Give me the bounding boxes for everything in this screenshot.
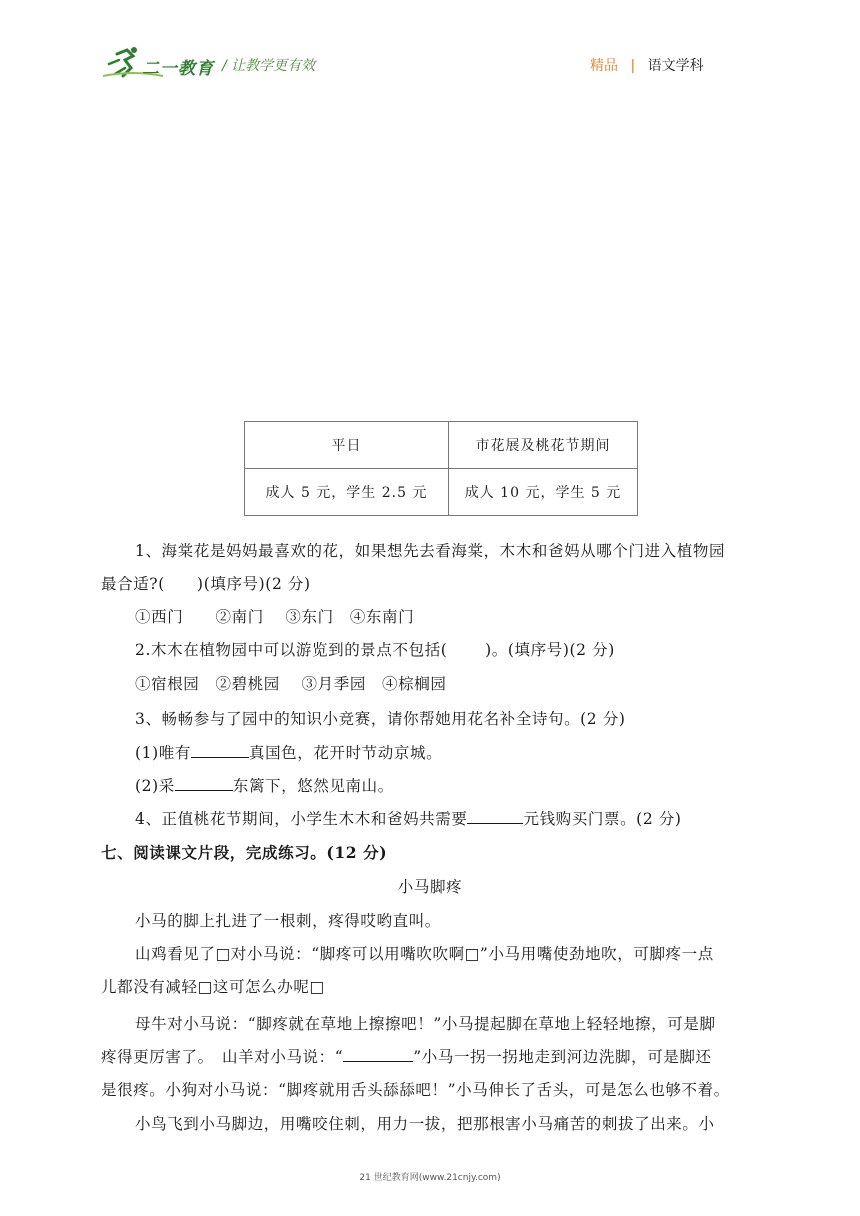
- quality-label: 精品: [590, 58, 618, 74]
- answer-blank[interactable]: [467, 809, 523, 824]
- q4-suffix: 元钱购买门票。(2 分): [523, 810, 682, 828]
- brand-name: 二一教育: [142, 59, 214, 79]
- table-header-row: [245, 422, 638, 469]
- q3b-suffix: 东篱下，悠然见南山。: [232, 777, 394, 795]
- section-7-heading: 七、阅读课文片段，完成练习。(12 分): [101, 843, 388, 862]
- question-4: [135, 807, 682, 829]
- page-header: [0, 0, 860, 90]
- ticket-price-table: [244, 421, 638, 516]
- question-3: 3、畅畅参与了园中的知识小竞赛，请你帮她用花名补全诗句。(2 分): [135, 710, 626, 728]
- q3a-suffix: 真国色，花开时节动京城。: [248, 744, 443, 762]
- p3-suffix: ”小马一拐一拐地走到河边洗脚，可是脚还: [413, 1048, 712, 1066]
- answer-blank[interactable]: [191, 743, 249, 758]
- passage-title: 小马脚疼: [397, 878, 463, 896]
- passage-paragraph-cont: 儿都没有减轻□这可怎么办呢□: [101, 978, 325, 996]
- table-cell: 市花展及桃花节期间: [449, 422, 638, 469]
- header-separator: |: [630, 58, 636, 74]
- question-2: 2.木木在植物园中可以游览到的景点不包括( )。(填序号)(2 分): [135, 641, 615, 659]
- page-footer: 21 世纪教育网(www.21cnjy.com): [359, 1173, 501, 1183]
- passage-paragraph: 小鸟飞到小马脚边，用嘴咬住刺，用力一拔，把那根害小马痛苦的刺拔了出来。小: [135, 1115, 715, 1133]
- q3a-prefix: (1)唯有: [135, 744, 191, 762]
- subject-label: 语文学科: [647, 58, 704, 74]
- question-1-options: ①西门 ②南门 ③东门 ④东南门: [135, 608, 415, 626]
- slogan: / 让教学更有效: [222, 58, 316, 74]
- question-2-options: ①宿根园 ②碧桃园 ③月季园 ④棕榈园: [135, 675, 447, 693]
- passage-paragraph-cont: [101, 1045, 712, 1067]
- answer-blank[interactable]: [343, 1047, 413, 1062]
- answer-blank[interactable]: [175, 776, 233, 791]
- q4-prefix: 4、正值桃花节期间，小学生木木和爸妈共需要: [135, 810, 468, 828]
- question-3-b: [135, 774, 394, 796]
- passage-paragraph: 小马的脚上扎进了一根刺，疼得哎哟直叫。: [135, 912, 441, 930]
- table-cell: 平日: [245, 422, 449, 469]
- question-1-cont: 最合适?( )(填序号)(2 分): [101, 575, 311, 593]
- question-1: 1、海棠花是妈妈最喜欢的花，如果想先去看海棠，木木和爸妈从哪个门进入植物园: [135, 542, 726, 560]
- header-subject: [590, 55, 704, 75]
- q3b-prefix: (2)采: [135, 777, 175, 795]
- p3-prefix: 疼得更厉害了。 山羊对小马说：“: [101, 1048, 344, 1066]
- table-cell: 成人 5 元，学生 2.5 元: [245, 469, 449, 516]
- table-row: [245, 469, 638, 516]
- passage-paragraph-cont: 是很疼。小狗对小马说：“脚疼就用舌头舔舔吧！”小马伸长了舌头，可是怎么也够不着。: [101, 1081, 730, 1099]
- table-cell: 成人 10 元，学生 5 元: [449, 469, 638, 516]
- passage-paragraph: 母牛对小马说：“脚疼就在草地上擦擦吧！”小马提起脚在草地上轻轻地擦，可是脚: [135, 1015, 716, 1033]
- passage-paragraph: 山鸡看见了□对小马说：“脚疼可以用嘴吹吹啊□”小马用嘴使劲地吹，可脚疼一点: [135, 945, 714, 963]
- question-3-a: [135, 741, 442, 763]
